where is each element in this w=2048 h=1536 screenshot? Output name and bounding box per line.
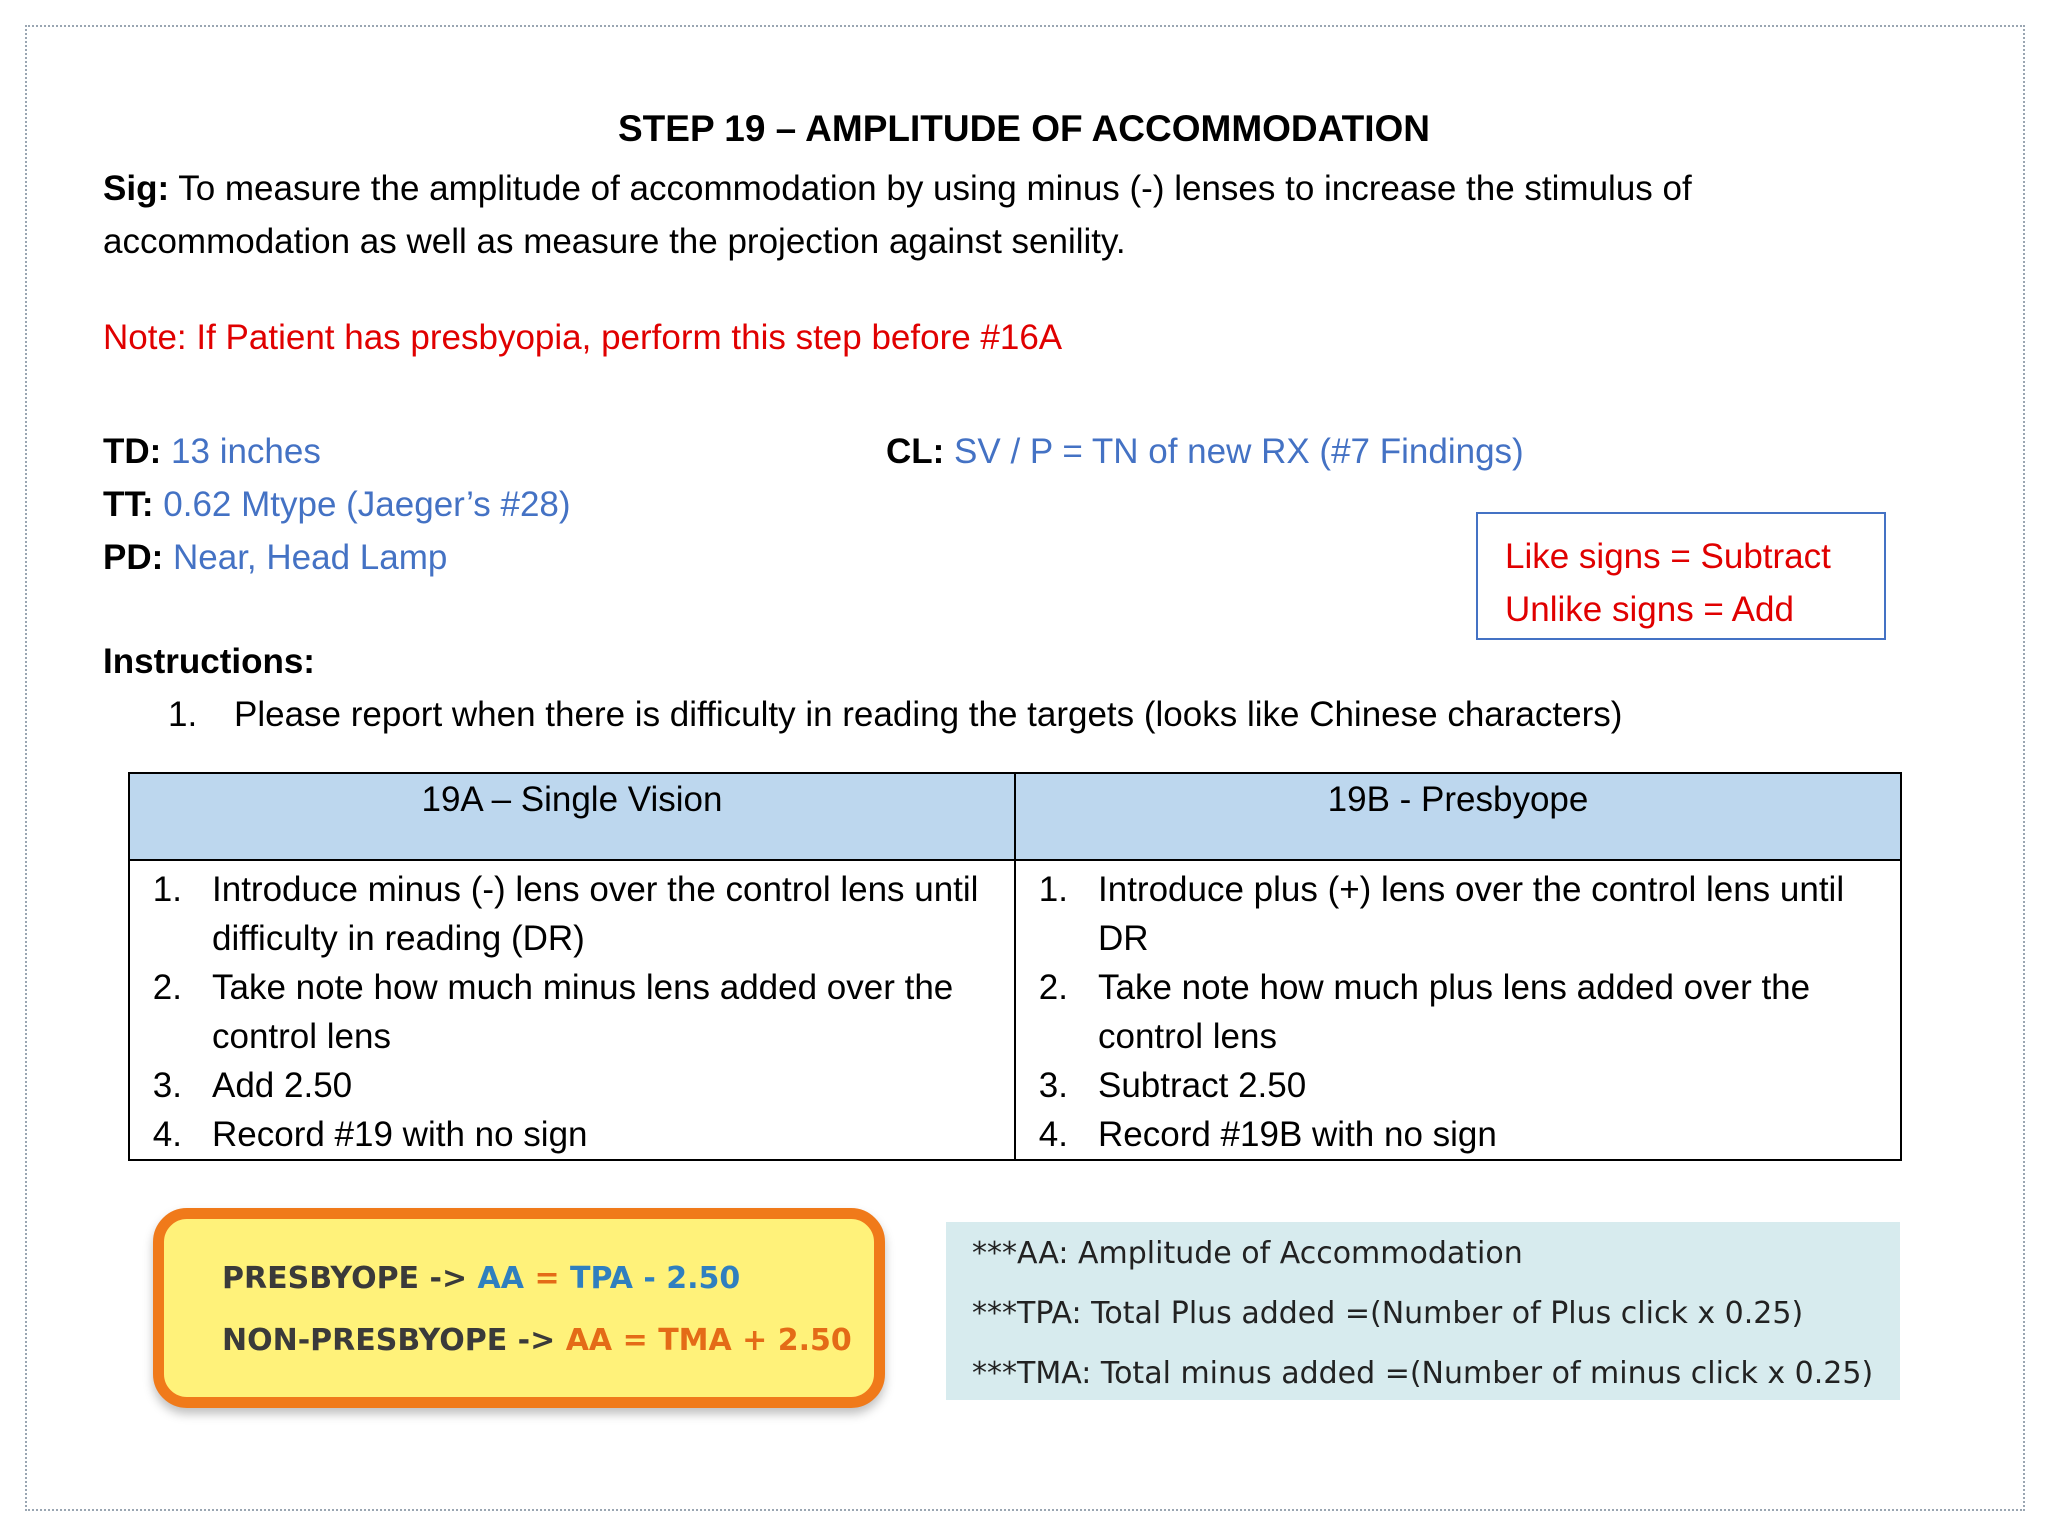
list-item	[1016, 1061, 1900, 1110]
presbyope-steps	[1015, 860, 1901, 1160]
non-presbyope-formula	[222, 1323, 852, 1358]
unlike-signs-rule: Unlike signs = Add	[1505, 590, 1794, 629]
list-item	[1016, 1110, 1900, 1159]
td-field	[103, 432, 321, 472]
tma-definition: ***TMA: Total minus added =(Number of minus click x 0.25)	[972, 1356, 1874, 1391]
equals-sign: =	[622, 1323, 648, 1358]
cl-label: CL:	[886, 432, 945, 471]
list-item	[130, 963, 1014, 1061]
pd-value: Near, Head Lamp	[163, 538, 448, 577]
tma-term: TMA + 2.50	[658, 1323, 852, 1358]
like-signs-rule: Like signs = Subtract	[1505, 537, 1831, 576]
header-presbyope: 19B - Presbyope	[1015, 773, 1901, 860]
equals-sign: =	[534, 1261, 560, 1296]
tpa-term: TPA - 2.50	[570, 1261, 741, 1296]
step-text: Subtract 2.50	[1098, 1066, 1307, 1105]
single-vision-steps	[129, 860, 1015, 1160]
header-single-vision: 19A – Single Vision	[129, 773, 1015, 860]
step-number: 1.	[1038, 870, 1068, 909]
instruction-item	[168, 695, 1622, 735]
step-text: Add 2.50	[212, 1066, 353, 1105]
td-label: TD:	[103, 432, 162, 471]
aa-formula-box	[153, 1208, 885, 1408]
step-text: Take note how much minus lens added over the control lens	[212, 968, 954, 1056]
tt-label: TT:	[103, 485, 154, 524]
td-value: 13 inches	[161, 432, 321, 471]
instruction-number: 1.	[168, 695, 198, 734]
list-item	[1016, 963, 1900, 1061]
step-text: Introduce minus (-) lens over the control lens until difficulty in reading (DR)	[212, 870, 979, 958]
list-item	[1016, 865, 1900, 963]
tpa-definition: ***TPA: Total Plus added =(Number of Plus click x 0.25)	[972, 1296, 1804, 1331]
presbyope-label: PRESBYOPE ->	[222, 1261, 468, 1296]
presbyopia-note: Note: If Patient has presbyopia, perform this step before #16A	[103, 318, 1063, 357]
procedure-table	[128, 772, 1902, 1161]
step-number: 3.	[152, 1066, 182, 1105]
step-text: Take note how much plus lens added over the control lens	[1098, 968, 1811, 1056]
sig-text: To measure the amplitude of accommodation by using minus (-) lenses to increase the stimulus of accommodation as well as measure the projection against senility.	[103, 169, 1692, 261]
aa-term: AA	[477, 1261, 524, 1296]
list-item	[130, 1110, 1014, 1159]
instruction-text: Please report when there is difficulty in reading the targets (looks like Chinese characters)	[234, 695, 1623, 734]
sig-paragraph	[103, 162, 1803, 268]
non-presbyope-label: NON-PRESBYOPE ->	[222, 1323, 556, 1358]
instructions-heading: Instructions:	[103, 642, 315, 681]
aa-term: AA	[565, 1323, 613, 1358]
table-row	[129, 860, 1901, 1160]
aa-definition: ***AA: Amplitude of Accommodation	[972, 1236, 1523, 1271]
step-text: Record #19B with no sign	[1098, 1115, 1497, 1154]
tt-field	[103, 485, 571, 525]
sign-rules-box	[1476, 512, 1886, 640]
definitions-box	[946, 1222, 1900, 1400]
page-title: STEP 19 – AMPLITUDE OF ACCOMMODATION	[618, 108, 1430, 149]
tt-value: 0.62 Mtype (Jaeger’s #28)	[153, 485, 571, 524]
cl-field	[886, 432, 1524, 472]
list-item	[130, 865, 1014, 963]
presbyope-formula	[222, 1261, 740, 1296]
pd-field	[103, 538, 447, 578]
step-number: 4.	[1038, 1115, 1068, 1154]
step-number: 2.	[1038, 968, 1068, 1007]
pd-label: PD:	[103, 538, 164, 577]
step-text: Record #19 with no sign	[212, 1115, 588, 1154]
step-number: 3.	[1038, 1066, 1068, 1105]
table-header-row	[129, 773, 1901, 860]
step-number: 1.	[152, 870, 182, 909]
cl-value: SV / P = TN of new RX (#7 Findings)	[944, 432, 1524, 471]
sig-label: Sig:	[103, 169, 170, 208]
step-text: Introduce plus (+) lens over the control lens until DR	[1098, 870, 1845, 958]
list-item	[130, 1061, 1014, 1110]
step-number: 4.	[152, 1115, 182, 1154]
step-number: 2.	[152, 968, 182, 1007]
